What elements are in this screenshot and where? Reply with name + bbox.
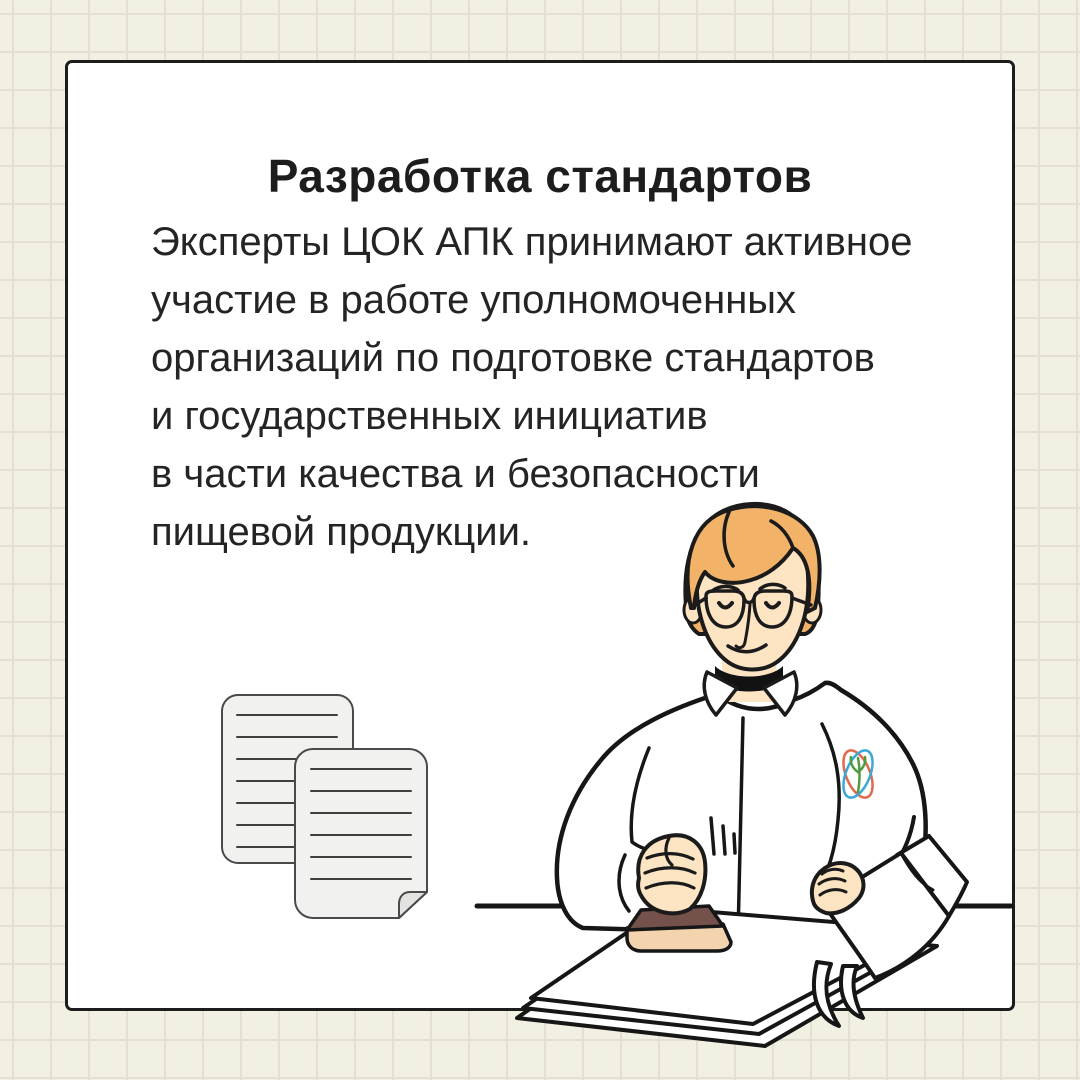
body-paragraph	[151, 213, 971, 561]
body-line: участие в работе уполномоченных	[151, 278, 797, 322]
body-line: и государственных инициатив	[151, 394, 708, 438]
body-line: в части качества и безопасности	[151, 452, 760, 496]
body-line: Эксперты ЦОК АПК принимают активное	[151, 220, 913, 264]
page-title: Разработка стандартов	[267, 149, 813, 202]
body-line: пищевой продукции.	[151, 510, 532, 554]
content-card	[65, 60, 1015, 1011]
body-line: организаций по подготовке стандартов	[151, 336, 875, 380]
